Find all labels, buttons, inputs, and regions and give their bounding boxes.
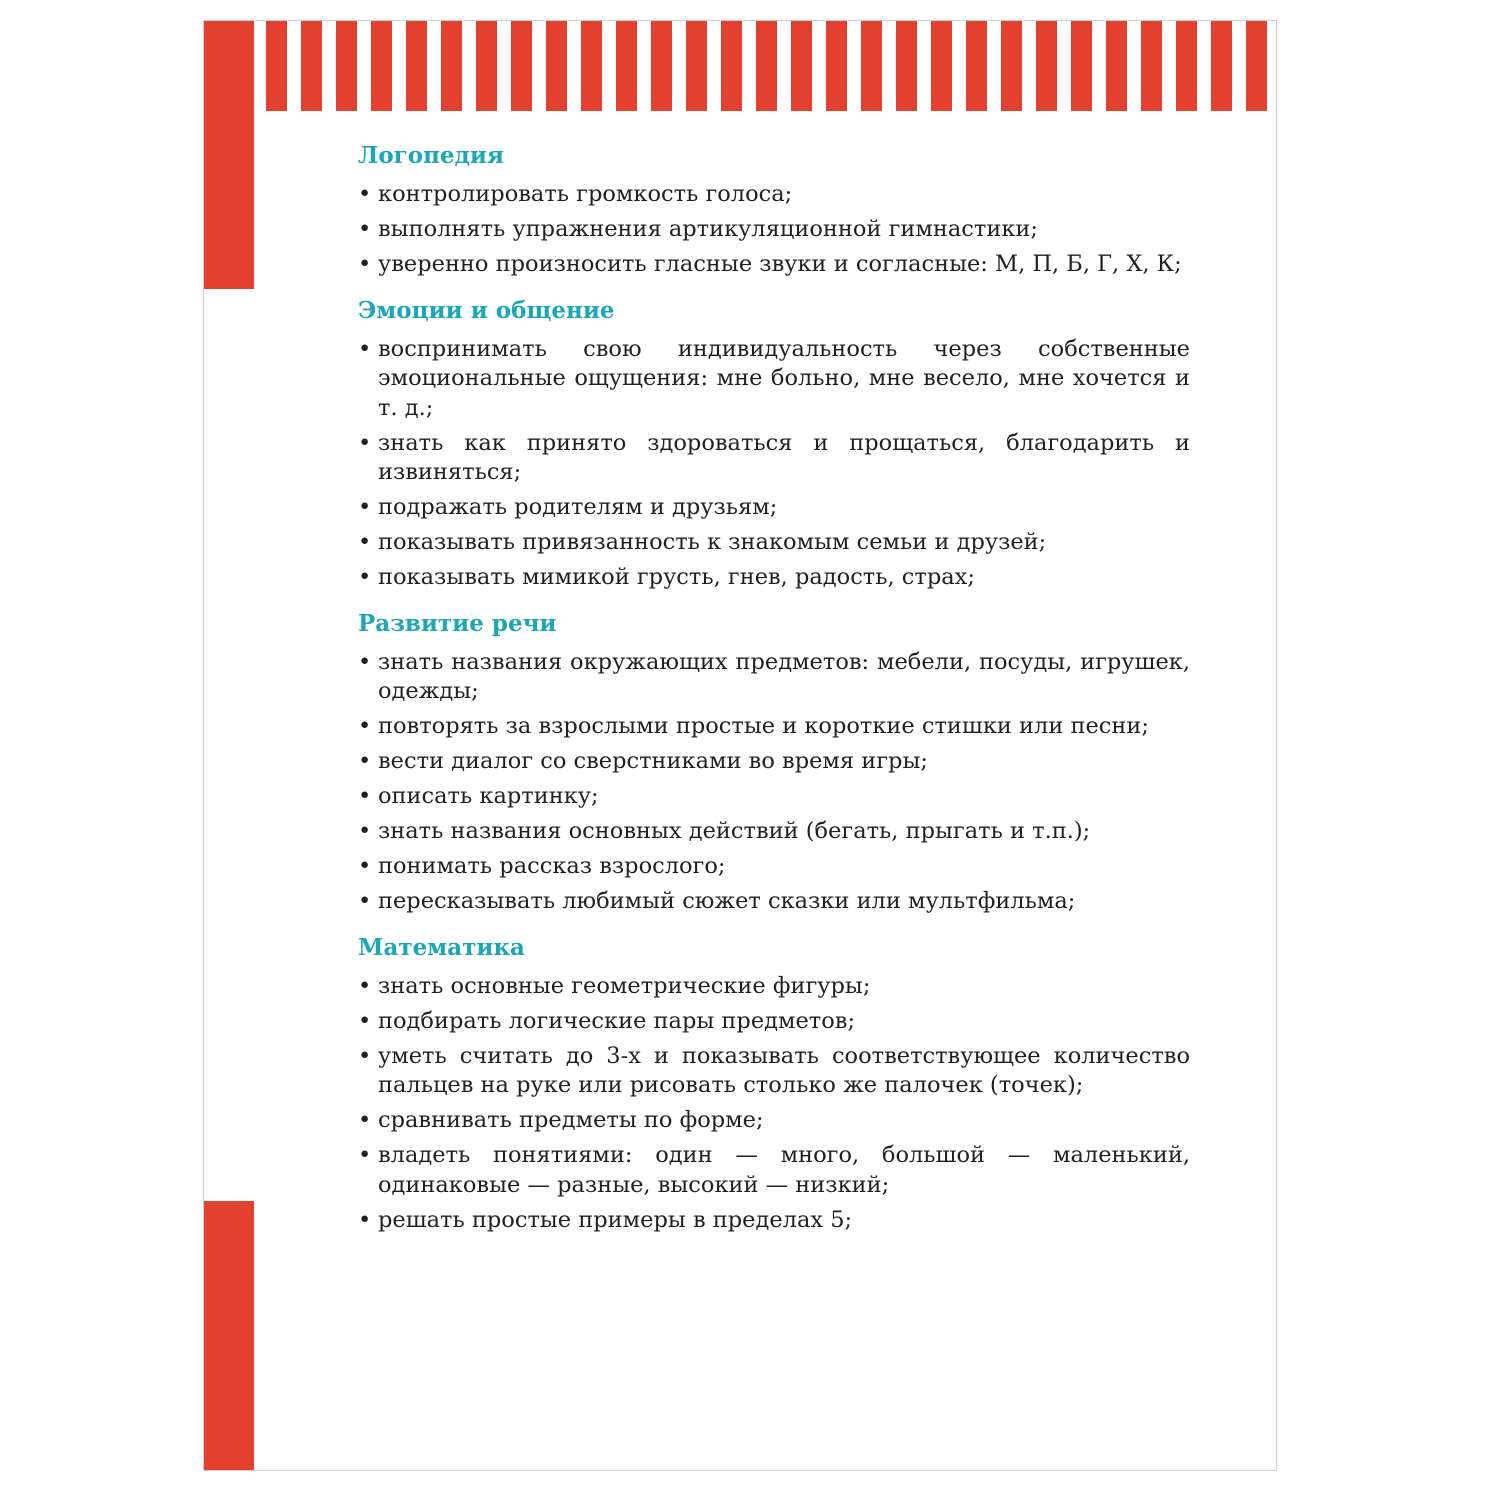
list-item: • владеть понятиями: один — много, большой — маленький, одинаковые — разные, высокий — низкий; [358,1141,1190,1200]
list-item: • вести диалог со сверстниками во время игры; [358,747,1190,777]
section-title: Развитие речи [358,609,557,637]
list-item: • пересказывать любимый сюжет сказки или мультфильма; [358,887,1190,917]
list-item: • показывать привязанность к знакомым семьи и друзей; [358,528,1190,558]
list-item: • знать основные геометрические фигуры; [358,972,1190,1002]
list-item: • контролировать громкость голоса; [358,180,1190,210]
section-emotions [358,294,1190,593]
list-item: • показывать мимикой грусть, гнев, радость, страх; [358,563,1190,593]
skill-list [358,335,1190,593]
section-title: Логопедия [358,142,504,169]
list-item: • описать картинку; [358,782,1190,812]
list-item: • выполнять упражнения артикуляционной гимнастики; [358,215,1190,245]
skill-list [358,180,1190,280]
list-item: • знать названия основных действий (бегать, прыгать и т.п.); [358,817,1190,847]
top-stripe-decoration [266,21,1276,111]
list-item: • сравнивать предметы по форме; [358,1106,1190,1136]
skills-content [358,139,1190,1249]
left-accent-bar-top [204,21,254,289]
list-item: • решать простые примеры в пределах 5; [358,1206,1190,1236]
list-item: • повторять за взрослыми простые и короткие стишки или песни; [358,712,1190,742]
list-item: • подражать родителям и друзьям; [358,493,1190,523]
list-item: • понимать рассказ взрослого; [358,852,1190,882]
list-item: • подбирать логические пары предметов; [358,1007,1190,1037]
skill-list [358,648,1190,917]
list-item: • уметь считать до 3-х и показывать соответствующее количество пальцев на руке или рисовать столько же палочек (точек); [358,1042,1190,1101]
book-page [203,20,1277,1471]
section-title: Математика [358,933,525,961]
section-title: Эмоции и общение [358,296,615,324]
left-accent-bar-bottom [204,1201,254,1471]
section-speech-therapy [358,139,1190,280]
list-item: • воспринимать свою индивидуальность через собственные эмоциональные ощущения: мне больно, мне весело, мне хочется и т. д.; [358,335,1190,424]
skill-list [358,972,1190,1236]
list-item: • уверенно произносить гласные звуки и согласные: М, П, Б, Г, Х, К; [358,250,1190,280]
list-item: • знать названия окружающих предметов: мебели, посуды, игрушек, одежды; [358,648,1190,707]
section-math [358,931,1190,1236]
list-item: • знать как принято здороваться и прощаться, благодарить и извиняться; [358,429,1190,488]
section-speech-development [358,607,1190,917]
